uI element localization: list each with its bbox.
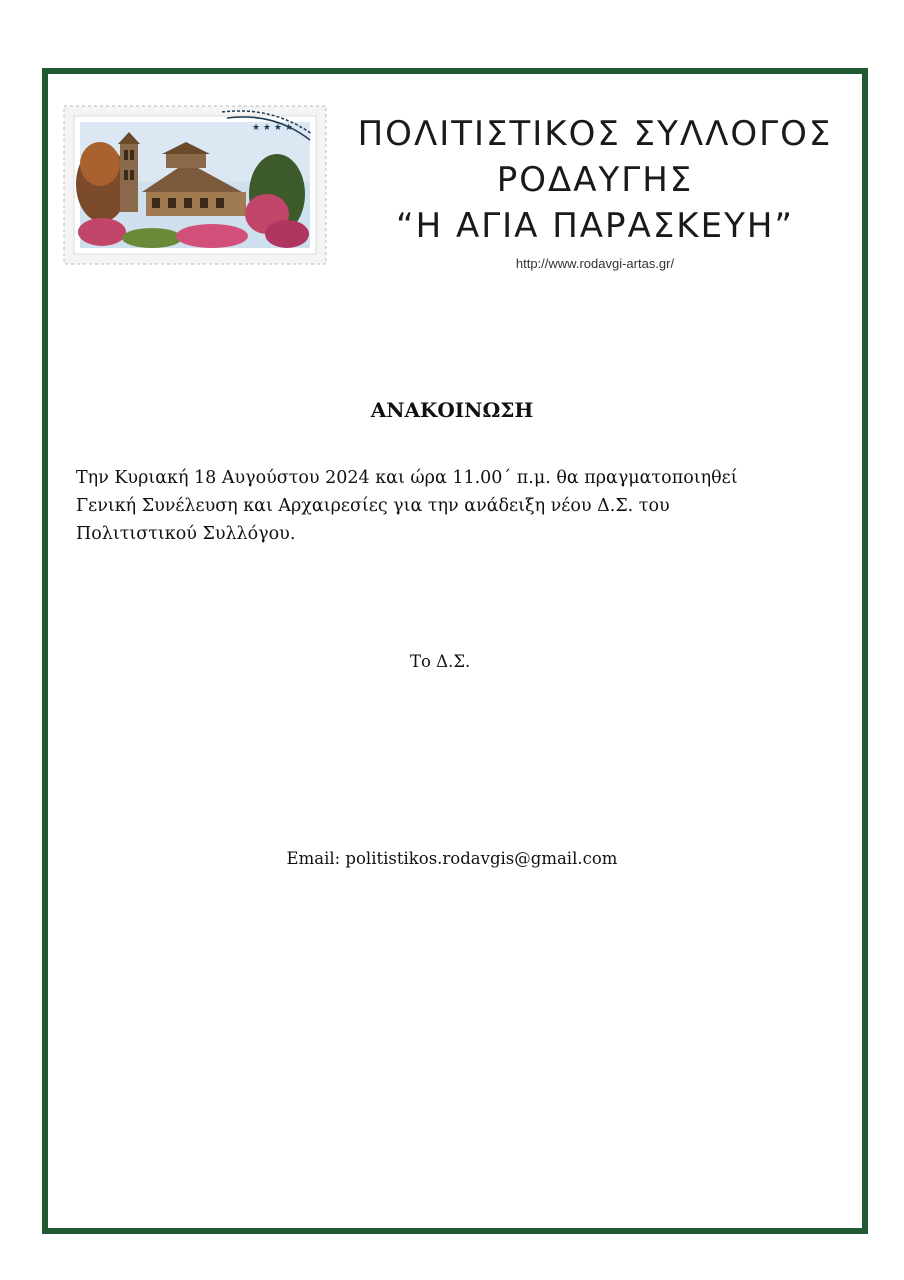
announcement-line: Γενική Συνέλευση και Αρχαιρεσίες για την ανάδειξη νέου Δ.Σ. του — [76, 496, 670, 516]
announcement-line: Την Κυριακή 18 Αυγούστου 2024 και ώρα 11.00΄ π.μ. θα πραγματοποιηθεί — [76, 468, 738, 488]
svg-text:★ ★ ★ ★: ★ ★ ★ ★ — [252, 123, 293, 133]
announcement-line: Πολιτιστικού Συλλόγου. — [76, 524, 296, 544]
stamp-church-photo-icon — [62, 104, 328, 266]
announcement-title: ΑΝΑΚΟΙΝΩΣΗ — [370, 398, 534, 422]
header-title-line1: ΠΟΛΙΤΙΣΤΙΚΟΣ ΣΥΛΛΟΓΟΣ — [357, 114, 833, 154]
contact-email[interactable]: Email: politistikos.rodavgis@gmail.com — [286, 849, 618, 868]
announcement-body — [76, 464, 876, 548]
signature: Το Δ.Σ. — [410, 652, 471, 671]
header-title-line2: ΡΟΔΑΥΓΗΣ — [496, 160, 694, 200]
header-title-line3: “Η ΑΓΙΑ ΠΑΡΑΣΚΕΥΗ” — [395, 206, 795, 246]
website-link[interactable]: http://www.rodavgi-artas.gr/ — [515, 256, 675, 271]
